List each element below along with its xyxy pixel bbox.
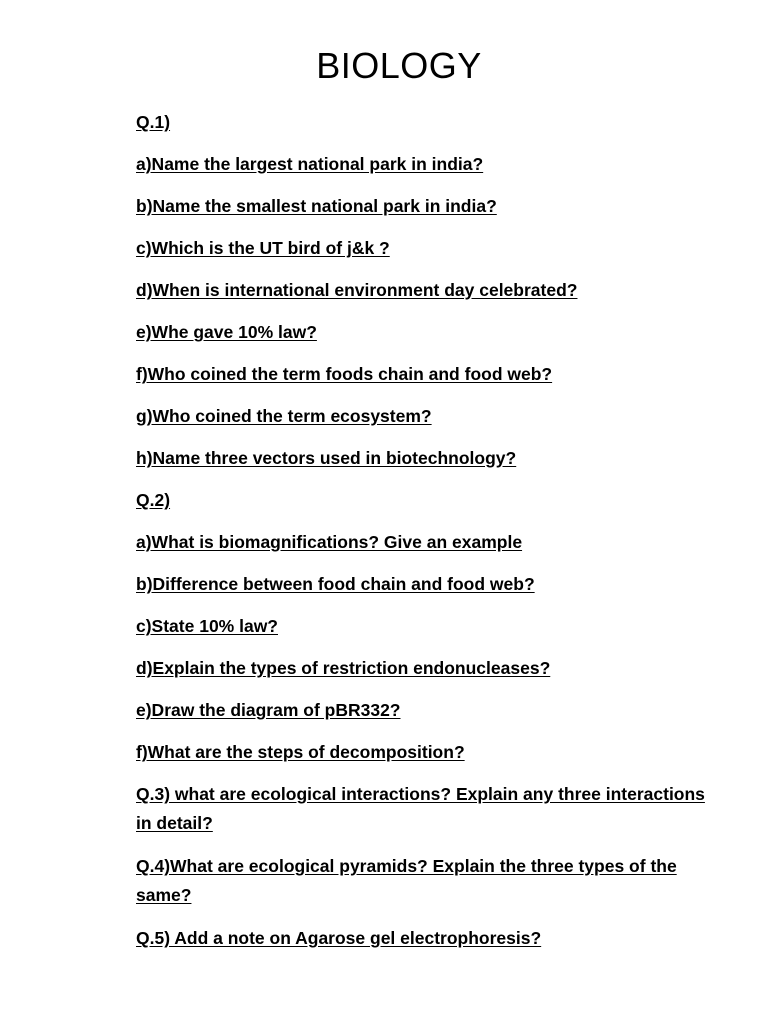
question-q2-b: b)Difference between food chain and food web? — [136, 574, 535, 594]
question-q1-d: d)When is international environment day celebrated? — [136, 280, 578, 300]
question-q1-f: f)Who coined the term foods chain and food web? — [136, 364, 553, 384]
question-q3: Q.3) what are ecological interactions? Explain any three interactions in detail? — [136, 784, 705, 833]
question-q2-f: f)What are the steps of decomposition? — [136, 742, 465, 762]
question-q1-a: a)Name the largest national park in india? — [136, 154, 484, 174]
question-q2-c: c)State 10% law? — [136, 616, 278, 636]
question-q2-a: a)What is biomagnifications? Give an example — [136, 532, 523, 552]
question-q4: Q.4)What are ecological pyramids? Explain the three types of the same? — [136, 856, 677, 905]
question-q1-g: g)Who coined the term ecosystem? — [136, 406, 432, 426]
question-q1-c: c)Which is the UT bird of j&k ? — [136, 238, 390, 258]
question-list — [136, 108, 716, 966]
question-q5: Q.5) Add a note on Agarose gel electrophoresis? — [136, 928, 542, 948]
page-title: BIOLOGY — [316, 45, 482, 86]
question-q1-b: b)Name the smallest national park in india? — [136, 196, 497, 216]
question-heading-q1: Q.1) — [136, 112, 171, 132]
question-heading-q2: Q.2) — [136, 490, 171, 510]
question-q1-h: h)Name three vectors used in biotechnology? — [136, 448, 517, 468]
question-q1-e: e)Whe gave 10% law? — [136, 322, 317, 342]
question-q2-d: d)Explain the types of restriction endonucleases? — [136, 658, 551, 678]
question-q2-e: e)Draw the diagram of pBR332? — [136, 700, 401, 720]
